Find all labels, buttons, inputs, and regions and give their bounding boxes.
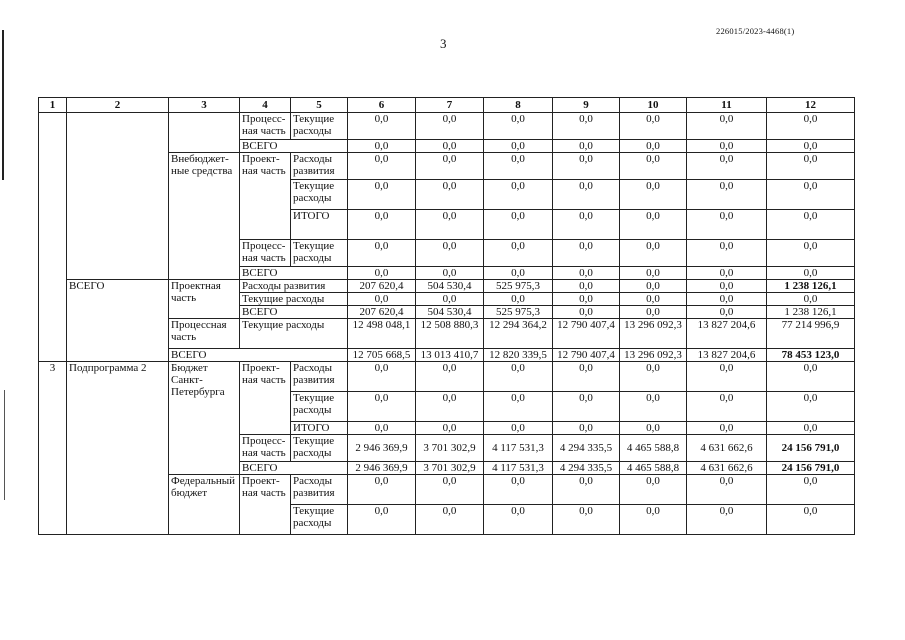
- cell-value: 0,0: [348, 475, 416, 505]
- cell-value: 12 790 407,4: [553, 319, 620, 349]
- cell-value: 1 238 126,1: [767, 306, 855, 319]
- cell-value: 0,0: [553, 267, 620, 280]
- cell-total-label: ВСЕГО: [240, 462, 348, 475]
- cell-value: 0,0: [553, 505, 620, 535]
- cell-part: Проект-ная часть: [240, 362, 291, 435]
- cell-value: 0,0: [687, 362, 767, 392]
- cell-value: 0,0: [620, 113, 687, 140]
- cell-value: 0,0: [348, 362, 416, 392]
- cell-value: 4 117 531,3: [484, 462, 553, 475]
- cell-part: Процесс-ная часть: [240, 240, 291, 267]
- scan-edge-mark: [4, 390, 5, 500]
- col-header: 2: [67, 98, 169, 113]
- cell-value: 207 620,4: [348, 280, 416, 293]
- cell-value: 0,0: [687, 422, 767, 435]
- cell-value: 0,0: [687, 113, 767, 140]
- cell-value: 0,0: [416, 475, 484, 505]
- cell-value: 0,0: [553, 392, 620, 422]
- cell-value: 24 156 791,0: [767, 462, 855, 475]
- cell-value: 0,0: [767, 240, 855, 267]
- cell-value: 4 465 588,8: [620, 462, 687, 475]
- col-header: 11: [687, 98, 767, 113]
- cell-expense: ИТОГО: [291, 422, 348, 435]
- cell-value: 0,0: [416, 362, 484, 392]
- document-id: 226015/2023-4468(1): [716, 26, 795, 36]
- cell-expense: Текущие расходы: [291, 113, 348, 140]
- cell-value: 0,0: [687, 293, 767, 306]
- cell-value: 0,0: [687, 153, 767, 180]
- cell-value: 0,0: [767, 293, 855, 306]
- cell-value: 0,0: [348, 180, 416, 210]
- cell-expense: Текущие расходы: [291, 392, 348, 422]
- cell-value: 4 465 588,8: [620, 435, 687, 462]
- cell-value: 0,0: [687, 280, 767, 293]
- cell-expense: Расходы развития: [240, 280, 348, 293]
- cell-blank: [169, 113, 240, 153]
- cell-value: 0,0: [767, 267, 855, 280]
- cell-value: 0,0: [767, 475, 855, 505]
- cell-value: 0,0: [416, 505, 484, 535]
- cell-value: 0,0: [687, 240, 767, 267]
- cell-value: 0,0: [620, 392, 687, 422]
- cell-total-label: ВСЕГО: [240, 306, 348, 319]
- header-row: [39, 98, 855, 113]
- cell-program: Подпрограмма 2: [67, 362, 169, 535]
- cell-source: Внебюджет-ные средства: [169, 153, 240, 280]
- cell-value: 0,0: [348, 210, 416, 240]
- cell-value: 0,0: [767, 153, 855, 180]
- cell-value: 0,0: [767, 422, 855, 435]
- cell-expense: Расходы развития: [291, 362, 348, 392]
- cell-value: 0,0: [348, 240, 416, 267]
- cell-value: 13 827 204,6: [687, 319, 767, 349]
- cell-source: Бюджет Санкт-Петербурга: [169, 362, 240, 475]
- cell-value: 12 498 048,1: [348, 319, 416, 349]
- cell-value: 0,0: [484, 505, 553, 535]
- cell-value: 0,0: [620, 362, 687, 392]
- cell-total-label: ВСЕГО: [169, 349, 348, 362]
- cell-value: 13 827 204,6: [687, 349, 767, 362]
- col-header: 5: [291, 98, 348, 113]
- cell-source: Процессная часть: [169, 319, 240, 349]
- col-header: 7: [416, 98, 484, 113]
- cell-value: 0,0: [553, 153, 620, 180]
- cell-value: 0,0: [767, 140, 855, 153]
- cell-source: Федеральный бюджет: [169, 475, 240, 535]
- cell-value: 0,0: [484, 140, 553, 153]
- col-header: 12: [767, 98, 855, 113]
- cell-value: 0,0: [553, 180, 620, 210]
- cell-value: 0,0: [620, 280, 687, 293]
- cell-value: 4 117 531,3: [484, 435, 553, 462]
- cell-expense: Расходы развития: [291, 475, 348, 505]
- cell-value: 504 530,4: [416, 280, 484, 293]
- cell-value: 0,0: [553, 240, 620, 267]
- cell-expense: Текущие расходы: [240, 293, 348, 306]
- cell-value: 13 013 410,7: [416, 349, 484, 362]
- cell-value: 0,0: [416, 113, 484, 140]
- cell-source: Проектная часть: [169, 280, 240, 319]
- cell-value: 0,0: [687, 210, 767, 240]
- cell-value: 12 705 668,5: [348, 349, 416, 362]
- cell-value: 0,0: [484, 392, 553, 422]
- col-header: 10: [620, 98, 687, 113]
- cell-value: 0,0: [416, 210, 484, 240]
- table-row: [39, 113, 855, 140]
- cell-value: 78 453 123,0: [767, 349, 855, 362]
- cell-value: 0,0: [348, 392, 416, 422]
- cell-value: 0,0: [620, 267, 687, 280]
- cell-value: 0,0: [620, 293, 687, 306]
- cell-value: 0,0: [484, 180, 553, 210]
- cell-value: 4 631 662,6: [687, 435, 767, 462]
- cell-value: 0,0: [553, 422, 620, 435]
- cell-value: 504 530,4: [416, 306, 484, 319]
- cell-value: 0,0: [348, 153, 416, 180]
- cell-value: 0,0: [348, 505, 416, 535]
- cell-value: 0,0: [416, 140, 484, 153]
- cell-value: 0,0: [416, 392, 484, 422]
- table-row: [39, 280, 855, 293]
- cell-expense: Текущие расходы: [291, 180, 348, 210]
- cell-value: 0,0: [767, 362, 855, 392]
- cell-number: 3: [39, 362, 67, 535]
- cell-expense: Текущие расходы: [291, 435, 348, 462]
- cell-part: Проект-ная часть: [240, 475, 291, 535]
- cell-value: 0,0: [687, 392, 767, 422]
- cell-value: 0,0: [348, 267, 416, 280]
- cell-value: 0,0: [687, 306, 767, 319]
- cell-value: 0,0: [620, 240, 687, 267]
- col-header: 8: [484, 98, 553, 113]
- cell-value: 0,0: [553, 140, 620, 153]
- cell-value: 0,0: [484, 240, 553, 267]
- col-header: 3: [169, 98, 240, 113]
- cell-value: 12 790 407,4: [553, 349, 620, 362]
- cell-value: 0,0: [620, 475, 687, 505]
- cell-value: 0,0: [484, 475, 553, 505]
- cell-value: 4 294 335,5: [553, 435, 620, 462]
- cell-value: 0,0: [620, 422, 687, 435]
- cell-value: 0,0: [553, 475, 620, 505]
- cell-value: 0,0: [687, 140, 767, 153]
- cell-value: 0,0: [484, 422, 553, 435]
- cell-value: 0,0: [484, 210, 553, 240]
- cell-value: 0,0: [553, 293, 620, 306]
- cell-value: 24 156 791,0: [767, 435, 855, 462]
- cell-value: 0,0: [348, 422, 416, 435]
- cell-value: 0,0: [348, 113, 416, 140]
- cell-value: 207 620,4: [348, 306, 416, 319]
- cell-expense: Текущие расходы: [291, 240, 348, 267]
- cell-value: 0,0: [416, 293, 484, 306]
- cell-value: 0,0: [767, 210, 855, 240]
- cell-value: 3 701 302,9: [416, 462, 484, 475]
- cell-value: 0,0: [484, 293, 553, 306]
- cell-value: 0,0: [687, 475, 767, 505]
- cell-expense: Расходы развития: [291, 153, 348, 180]
- scan-edge-mark: [2, 30, 4, 180]
- col-header: 1: [39, 98, 67, 113]
- cell-value: 0,0: [553, 280, 620, 293]
- col-header: 9: [553, 98, 620, 113]
- cell-value: 12 294 364,2: [484, 319, 553, 349]
- cell-value: 0,0: [767, 180, 855, 210]
- cell-value: 0,0: [687, 180, 767, 210]
- cell-value: 4 631 662,6: [687, 462, 767, 475]
- cell-part: Проект-ная часть: [240, 153, 291, 240]
- cell-value: 0,0: [767, 113, 855, 140]
- cell-value: 0,0: [484, 267, 553, 280]
- cell-value: 0,0: [767, 392, 855, 422]
- cell-value: 0,0: [553, 306, 620, 319]
- cell-value: 0,0: [484, 153, 553, 180]
- cell-value: 0,0: [416, 240, 484, 267]
- cell-value: 0,0: [620, 505, 687, 535]
- cell-part: Процесс-ная часть: [240, 435, 291, 462]
- cell-value: 0,0: [620, 210, 687, 240]
- cell-value: 0,0: [416, 180, 484, 210]
- cell-value: 0,0: [416, 153, 484, 180]
- cell-total-label: ВСЕГО: [240, 140, 348, 153]
- cell-value: 0,0: [416, 422, 484, 435]
- cell-value: 0,0: [348, 293, 416, 306]
- cell-value: 0,0: [553, 113, 620, 140]
- cell-part: Процесс-ная часть: [240, 113, 291, 140]
- cell-value: 12 820 339,5: [484, 349, 553, 362]
- cell-value: 0,0: [620, 153, 687, 180]
- page-number: 3: [440, 36, 447, 51]
- cell-value: 12 508 880,3: [416, 319, 484, 349]
- cell-value: 0,0: [620, 306, 687, 319]
- cell-value: 13 296 092,3: [620, 349, 687, 362]
- cell-value: 77 214 996,9: [767, 319, 855, 349]
- cell-value: 2 946 369,9: [348, 462, 416, 475]
- cell-value: 4 294 335,5: [553, 462, 620, 475]
- cell-value: 13 296 092,3: [620, 319, 687, 349]
- cell-program: ВСЕГО: [67, 280, 169, 362]
- cell-value: 0,0: [416, 267, 484, 280]
- cell-value: 0,0: [553, 362, 620, 392]
- cell-value: 1 238 126,1: [767, 280, 855, 293]
- cell-value: 0,0: [348, 140, 416, 153]
- cell-value: 0,0: [620, 180, 687, 210]
- cell-value: 0,0: [484, 113, 553, 140]
- cell-value: 0,0: [620, 140, 687, 153]
- cell-value: 0,0: [687, 267, 767, 280]
- cell-value: 0,0: [687, 505, 767, 535]
- cell-value: 525 975,3: [484, 280, 553, 293]
- col-header: 4: [240, 98, 291, 113]
- table-row: [39, 362, 855, 392]
- cell-value: 3 701 302,9: [416, 435, 484, 462]
- cell-expense: Текущие расходы: [240, 319, 348, 349]
- cell-blank: [39, 113, 67, 362]
- cell-value: 0,0: [484, 362, 553, 392]
- cell-expense: ИТОГО: [291, 210, 348, 240]
- col-header: 6: [348, 98, 416, 113]
- cell-value: 0,0: [553, 210, 620, 240]
- cell-expense: Текущие расходы: [291, 505, 348, 535]
- cell-total-label: ВСЕГО: [240, 267, 348, 280]
- cell-value: 525 975,3: [484, 306, 553, 319]
- cell-value: 2 946 369,9: [348, 435, 416, 462]
- budget-table: [38, 97, 855, 535]
- cell-value: 0,0: [767, 505, 855, 535]
- cell-blank: [67, 113, 169, 280]
